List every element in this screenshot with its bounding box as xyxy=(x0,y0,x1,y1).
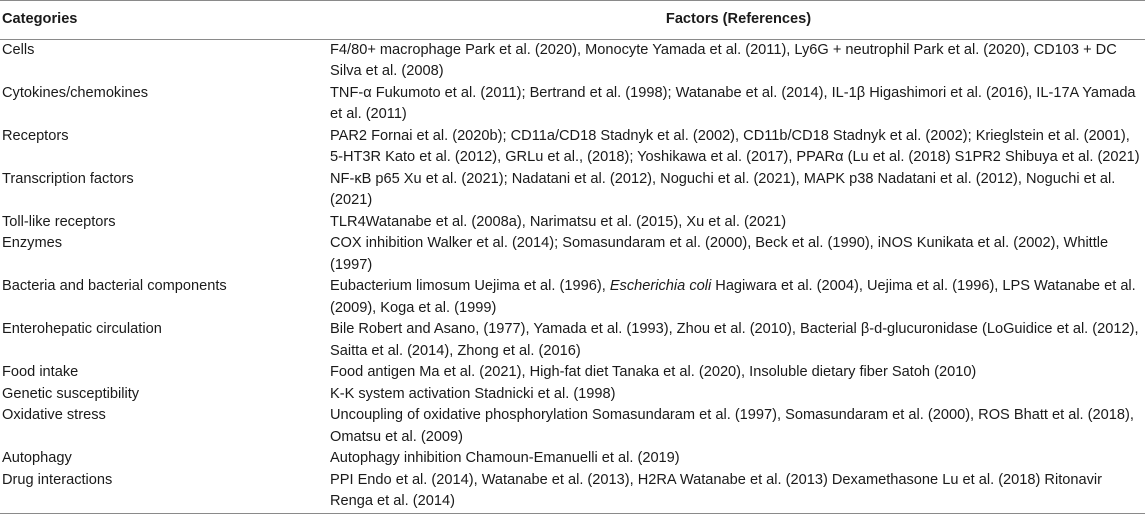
table-row xyxy=(0,126,1145,169)
table-row xyxy=(0,448,1145,470)
table-row xyxy=(0,384,1145,406)
category-cell: Genetic susceptibility xyxy=(2,385,140,402)
table-row xyxy=(0,83,1145,126)
table-header-row xyxy=(0,1,1145,40)
category-cell: Cells xyxy=(2,41,35,58)
category-cell: Oxidative stress xyxy=(2,407,106,423)
table-row xyxy=(0,276,1145,319)
factors-cell: TNF-α Fukumoto et al. (2011); Bertrand et al. (1998); Watanabe et al. (2014), IL-1β Higashimori et al. (2016), IL-17A Yamada et al. (2011) xyxy=(330,84,1136,122)
category-cell: Cytokines/chemokines xyxy=(2,84,149,101)
column-header-categories: Categories xyxy=(0,1,330,40)
table-row xyxy=(0,39,1145,83)
category-cell: Autophagy xyxy=(2,450,72,466)
table-row xyxy=(0,362,1145,384)
factors-cell: Bile Robert and Asano, (1977), Yamada et al. (1993), Zhou et al. (2010), Bacterial β-d-glucuronidase (LoGuidice et al. (2012), Saitta et al. (2014), Zhong et al. (2016) xyxy=(330,321,1139,359)
factors-cell: Autophagy inhibition Chamoun-Emanuelli et al. (2019) xyxy=(330,450,680,466)
factors-cell: PAR2 Fornai et al. (2020b); CD11a/CD18 Stadnyk et al. (2002), CD11b/CD18 Stadnyk et al. (2002); Krieglstein et al. (2001), 5-HT3R Kato et al. (2012), GRLu et al., (2018); Yoshikawa et al. (2017), PPARα (Lu et al. (2018) S1PR2 Shibuya et al. (2021) xyxy=(330,127,1140,165)
factors-cell: PPI Endo et al. (2014), Watanabe et al. (2013), H2RA Watanabe et al. (2013) Dexamethasone Lu et al. (2018) Ritonavir Renga et al. (2014) xyxy=(330,470,1145,514)
table-row xyxy=(0,319,1145,362)
table-row xyxy=(0,212,1145,234)
factors-cell: K-K system activation Stadnicki et al. (1998) xyxy=(330,385,616,402)
table-row xyxy=(0,169,1145,212)
category-cell: Food intake xyxy=(2,364,79,380)
category-cell: Transcription factors xyxy=(2,170,134,187)
category-cell: Enzymes xyxy=(2,235,63,251)
category-cell: Receptors xyxy=(2,127,69,144)
factors-text-part: Eubacterium limosum Uejima et al. (1996), xyxy=(330,278,610,294)
factors-cell: COX inhibition Walker et al. (2014); Somasundaram et al. (2000), Beck et al. (1990), iNOS Kunikata et al. (2002), Whittle (1997) xyxy=(330,235,1109,273)
factors-text-part: Hagiwara et al. (2004), Uejima et al. (1996), LPS Watanabe et al. (2009), Koga et al. (1999) xyxy=(330,278,1136,316)
category-cell: Toll-like receptors xyxy=(2,213,116,230)
factors-cell: F4/80+ macrophage Park et al. (2020), Monocyte Yamada et al. (2011), Ly6G + neutrophil Park et al. (2020), CD103 + DC Silva et al. (2008) xyxy=(330,41,1117,79)
category-cell: Bacteria and bacterial components xyxy=(2,278,227,294)
table-row xyxy=(0,405,1145,448)
factors-cell: Food antigen Ma et al. (2021), High-fat diet Tanaka et al. (2020), Insoluble dietary fiber Satoh (2010) xyxy=(330,364,977,380)
factors-cell: Uncoupling of oxidative phosphorylation Somasundaram et al. (1997), Somasundaram et al. (2000), ROS Bhatt et al. (2018), Omatsu et al. (2009) xyxy=(330,407,1134,445)
table-row xyxy=(0,470,1145,514)
factors-cell: TLR4Watanabe et al. (2008a), Narimatsu et al. (2015), Xu et al. (2021) xyxy=(330,213,787,230)
column-header-factors: Factors (References) xyxy=(330,1,1145,40)
category-cell: Enterohepatic circulation xyxy=(2,321,162,337)
category-cell: Drug interactions xyxy=(0,470,330,514)
italic-species-name: Escherichia coli xyxy=(609,278,712,294)
factors-cell xyxy=(330,276,1145,319)
table-row xyxy=(0,233,1145,276)
factors-cell: NF-κB p65 Xu et al. (2021); Nadatani et al. (2012), Noguchi et al. (2021), MAPK p38 Nadatani et al. (2012), Noguchi et al. (2021) xyxy=(330,170,1116,208)
